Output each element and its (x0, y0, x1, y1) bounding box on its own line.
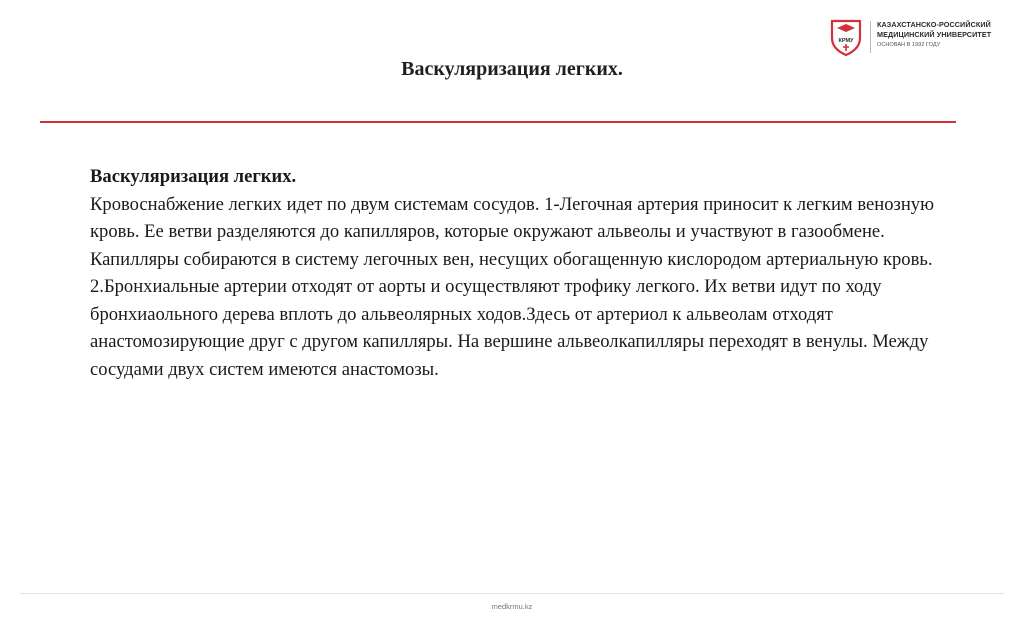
body-paragraph-2: 2.Бронхиальные артерии отходят от аорты и осуществляют трофику легкого. Их ветви идут по ходу бронхиаольного дерева вплоть до альвеолярных ходов.Здесь от артериол к альвеолам отходят анастомозирующие друг с другом капилляры. На вершине альвеолкапилляры переходят в венулы. Между сосудами двух систем имеются анастомозы. (90, 276, 929, 380)
logo-line-1: КАЗАХСТАНСКО-РОССИЙСКИЙ (877, 20, 991, 29)
body-heading: Васкуляризация легких. (90, 166, 297, 187)
slide-title: Васкуляризация легких. (401, 58, 623, 80)
title-underline (40, 121, 956, 123)
university-logo (829, 18, 1009, 58)
body-paragraph-1: Кровоснабжение легких идет по двум системам сосудов. 1-Легочная артерия приносит к легким венозную кровь. Ее ветви разделяются до капилляров, которые окружают альвеолы и участвуют в газообмене. Капилляры собираются в систему легочных вен, несущих обогащенную кислородом артериальную кровь. (90, 193, 934, 270)
logo-emblem-text: КРМУ (838, 38, 854, 44)
logo-line-2: МЕДИЦИНСКИЙ УНИВЕРСИТЕТ (877, 30, 992, 39)
footer-url: medkrmu.kz (491, 602, 533, 611)
logo-divider (870, 21, 871, 53)
slide-body (90, 163, 970, 383)
footer-divider (20, 593, 1004, 594)
logo-founded-line: ОСНОВАН В 1992 ГОДУ (877, 42, 941, 48)
logo-wordmark (877, 20, 991, 50)
university-shield-icon (829, 18, 863, 56)
